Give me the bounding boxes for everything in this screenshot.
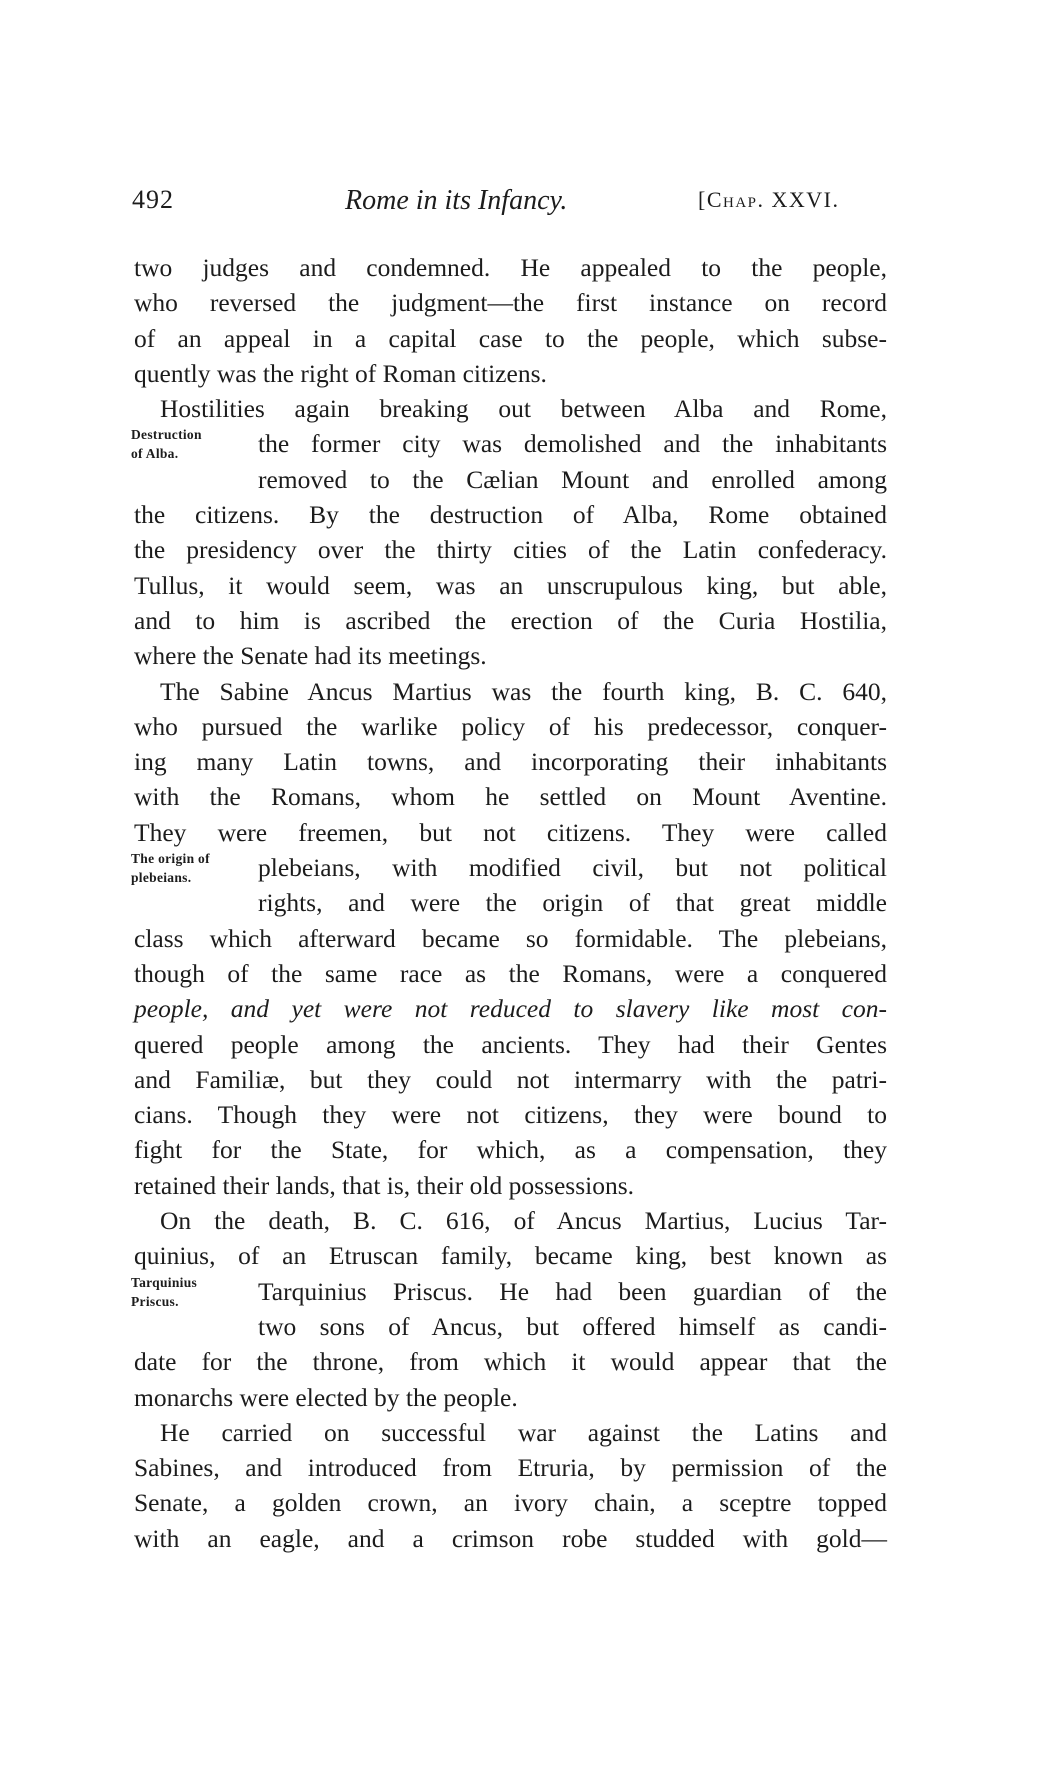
text-line: people, and yet were not reduced to slavery like most con- <box>134 994 887 1024</box>
sidenote-line: of Alba. <box>131 446 179 461</box>
text-line: cians. Though they were not citizens, they were bound to <box>134 1100 887 1130</box>
text-line: rights, and were the origin of that great middle <box>258 888 887 918</box>
text-line: of an appeal in a capital case to the people, which subse- <box>134 323 887 353</box>
text-line: with an eagle, and a crimson robe studded with gold— <box>134 1523 887 1553</box>
text-line: who pursued the warlike policy of his predecessor, conquer- <box>134 711 887 741</box>
text-line: fight for the State, for which, as a compensation, they <box>134 1135 887 1165</box>
text-line: On the death, B. C. 616, of Ancus Martius, Lucius Tar- <box>160 1206 887 1236</box>
text-line: two judges and condemned. He appealed to the people, <box>134 253 887 282</box>
text-line: Hostilities again breaking out between Alba and Rome, <box>160 394 887 424</box>
text-line: He carried on successful war against the Latins and <box>160 1417 887 1447</box>
text-line: quinius, of an Etruscan family, became king, best known as <box>134 1241 887 1271</box>
text-line: class which afterward became so formidable. The plebeians, <box>134 923 887 953</box>
sidenote-origin-of-plebeians <box>131 849 210 887</box>
text-line: and to him is ascribed the erection of the Curia Hostilia, <box>134 605 887 635</box>
sidenote-destruction-of-alba <box>131 425 202 463</box>
text-line: who reversed the judgment—the first instance on record <box>134 288 887 318</box>
text-line: quered people among the ancients. They had their Gentes <box>134 1029 887 1059</box>
text-line: The Sabine Ancus Martius was the fourth king, B. C. 640, <box>160 676 887 706</box>
text-line: with the Romans, whom he settled on Mount Aventine. <box>134 782 887 812</box>
chapter-reference: [Chap. XXVI. <box>698 187 840 212</box>
sidenote-line: Destruction <box>131 427 202 442</box>
text-line: the citizens. By the destruction of Alba, Rome obtained <box>134 500 887 530</box>
text-line: plebeians, with modified civil, but not political <box>258 853 887 883</box>
text-line: removed to the Cælian Mount and enrolled among <box>258 464 887 494</box>
text-line: and Familiæ, but they could not intermarry with the patri- <box>134 1064 887 1094</box>
text-line: They were freemen, but not citizens. They were called <box>134 817 887 847</box>
sidenote-line: plebeians. <box>131 870 192 885</box>
text-line: the presidency over the thirty cities of the Latin confederacy. <box>134 535 887 565</box>
text-line: Senate, a golden crown, an ivory chain, a sceptre topped <box>134 1488 887 1518</box>
text-line: retained their lands, that is, their old possessions. <box>134 1170 635 1200</box>
text-line: two sons of Ancus, but offered himself as candi- <box>258 1311 887 1341</box>
running-title: Rome in its Infancy. <box>345 185 568 216</box>
page-number: 492 <box>132 185 174 214</box>
text-line: Tullus, it would seem, was an unscrupulous king, but able, <box>134 570 887 600</box>
sidenote-line: The origin of <box>131 851 210 866</box>
text-line: the former city was demolished and the inhabitants <box>258 429 887 459</box>
text-line: Tarquinius Priscus. He had been guardian of the <box>258 1276 887 1306</box>
text-line: ing many Latin towns, and incorporating their inhabitants <box>134 747 887 777</box>
running-header <box>0 185 1053 225</box>
text-line: monarchs were elected by the people. <box>134 1382 518 1412</box>
text-line: though of the same race as the Romans, were a conquered <box>134 958 887 988</box>
sidenote-line: Tarquinius <box>131 1275 198 1290</box>
body-text <box>134 250 887 1556</box>
sidenote-tarquinius-priscus <box>131 1273 197 1311</box>
text-line: quently was the right of Roman citizens. <box>134 358 547 388</box>
text-line: date for the throne, from which it would appear that the <box>134 1347 887 1377</box>
sidenote-line: Priscus. <box>131 1294 179 1309</box>
text-line: where the Senate had its meetings. <box>134 641 487 671</box>
text-line: Sabines, and introduced from Etruria, by permission of the <box>134 1453 887 1483</box>
